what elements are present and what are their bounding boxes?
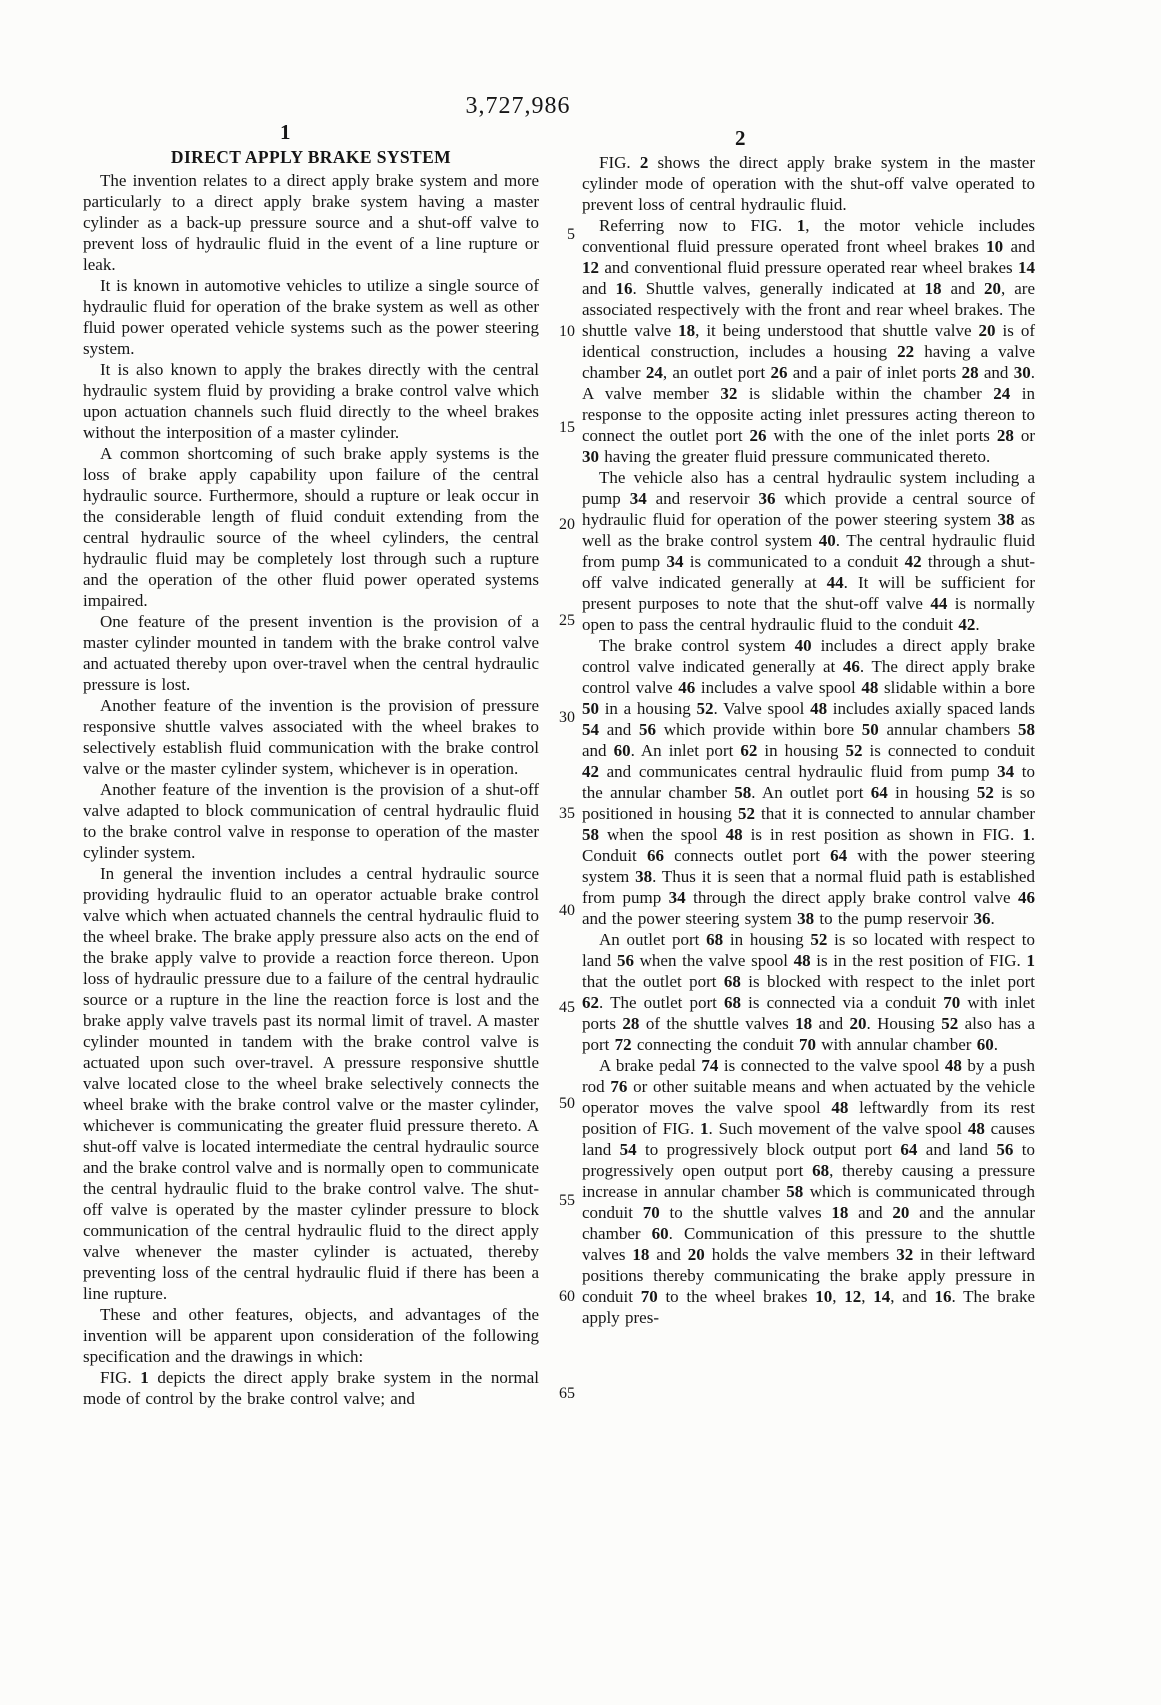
line-number: 20 [559,515,575,533]
line-number: 65 [559,1384,575,1402]
paragraph: The invention relates to a direct apply brake system and more particularly to a direct apply brake system having a master cylinder as a back-up pressure source and a shut-off valve to prevent loss of hydraulic fluid in the event of a line rupture or leak. [83,171,539,274]
line-number: 40 [559,902,575,920]
line-number: 35 [559,805,575,823]
paragraph: The brake control system 40 includes a direct apply brake control valve indicated generally at 46. The direct apply brake control valve 46 includes a valve spool 48 slidable within a bore 50 in a housing 52. Valve spool 48 includes axially spaced lands 54 and 56 which provide within bore 50 annular chambers 58 and 60. An inlet port 62 in housing 52 is connected to conduit 42 and communicates central hydraulic fluid from pump 34 to the annular chamber 58. An outlet port 64 in housing 52 is so positioned in housing 52 that it is connected to annular chamber 58 when the spool 48 is in rest position as shown in FIG. 1. Conduit 66 connects outlet port 64 with the power steering system 38. Thus it is seen that a normal fluid path is established from pump 34 through the direct apply brake control valve 46 and the power steering system 38 to the pump reservoir 36. [582,636,1036,928]
paragraph: An outlet port 68 in housing 52 is so located with respect to land 56 when the valve spool 48 is in the rest position of FIG. 1 that the outlet port 68 is blocked with respect to the inlet port 62. The outlet port 68 is connected via a conduit 70 with inlet ports 28 of the shuttle valves 18 and 20. Housing 52 also has a port 72 connecting the conduit 70 with annular chamber 60. [582,930,1035,1054]
line-number: 50 [559,1095,575,1113]
column-number-right: 2 [735,126,746,150]
left-column [83,147,539,1409]
paragraph: In general the invention includes a central hydraulic source providing hydraulic fluid to an operator actuable brake control valve which when actuated channels the central hydraulic fluid to the wheel brake. The brake apply pressure also acts on the end of the brake apply valve to provide a reaction force thereon. Upon loss of hydraulic pressure due to a failure of the central hydraulic source or a rupture in the line the reaction force is lost and the brake apply valve travels past its normal limit of travel. A master cylinder mounted in tandem with the brake control valve is actuated upon such over-travel. A pressure responsive shuttle valve located close to the wheel brake selectively connects the wheel brake with the brake control valve or the master cylinder, whichever is communicating the greater fluid pressure thereto. A shut-off valve is located intermediate the central hydraulic source and the brake control valve and is normally open to communicate the central hydraulic fluid to the brake control valve. The shut-off valve is operated by the master cylinder pressure to block communication of the central hydraulic fluid to the direct apply valve whenever the master cylinder is actuated, thereby preventing loss of the central hydraulic fluid if there has been a line rupture. [83,864,539,1303]
line-number: 45 [559,998,575,1016]
patent-number: 3,727,986 [465,93,571,119]
line-number: 30 [559,708,575,726]
right-column [582,152,1035,1328]
line-number-gutter [541,225,575,1403]
paragraph: The vehicle also has a central hydraulic system including a pump 34 and reservoir 36 which provide a central source of hydraulic fluid for operation of the power steering system 38 as well as the brake control system 40. The central hydraulic fluid from pump 34 is communicated to a conduit 42 through a shut-off valve indicated generally at 44. It will be sufficient for present purposes to note that the shut-off valve 44 is normally open to pass the central hydraulic fluid to the conduit 42. [582,468,1036,634]
paragraph: FIG. 2 shows the direct apply brake system in the master cylinder mode of operation with the shut-off valve operated to prevent loss of central hydraulic fluid. [582,153,1035,214]
paragraph: One feature of the present invention is the provision of a master cylinder mounted in tandem with the brake control valve and actuated thereby upon over-travel when the central hydraulic pressure is lost. [83,612,539,694]
paragraph: It is also known to apply the brakes directly with the central hydraulic system fluid by providing a brake control valve which upon actuation channels such fluid directly to the wheel brakes without the interposition of a master cylinder. [83,360,539,442]
paragraph: FIG. 1 depicts the direct apply brake system in the normal mode of control by the brake control valve; and [83,1368,539,1408]
line-number: 25 [559,612,575,630]
line-number: 55 [559,1191,575,1209]
line-number: 60 [559,1288,575,1306]
paragraph: Referring now to FIG. 1, the motor vehicle includes conventional fluid pressure operated front wheel brakes 10 and 12 and conventional fluid pressure operated rear wheel brakes 14 and 16. Shuttle valves, generally indicated at 18 and 20, are associated respectively with the front and rear wheel brakes. The shuttle valve 18, it being understood that shuttle valve 20 is of identical construction, includes a housing 22 having a valve chamber 24, an outlet port 26 and a pair of inlet ports 28 and 30. A valve member 32 is slidable within the chamber 24 in response to the opposite acting inlet pressures acting thereon to connect the outlet port 26 with the one of the inlet ports 28 or 30 having the greater fluid pressure communicated thereto. [582,216,1035,466]
left-column-text [83,170,539,1409]
column-number-left: 1 [280,120,291,144]
paragraph: A common shortcoming of such brake apply systems is the loss of brake apply capability upon failure of the central hydraulic source. Furthermore, should a rupture or leak occur in the considerable length of fluid conduit extending from the central hydraulic source of the wheel cylinders, the central hydraulic fluid may be completely lost through such a rupture and the operation of the other fluid power operated systems impaired. [83,444,539,610]
paragraph: A brake pedal 74 is connected to the valve spool 48 by a push rod 76 or other suitable means and when actuated by the vehicle operator moves the valve spool 48 leftwardly from its rest position of FIG. 1. Such movement of the valve spool 48 causes land 54 to progressively block output port 64 and land 56 to progressively open output port 68, thereby causing a pressure increase in annular chamber 58 which is communicated through conduit 70 to the shuttle valves 18 and 20 and the annular chamber 60. Communication of this pressure to the shuttle valves 18 and 20 holds the valve members 32 in their leftward positions thereby communicating the brake apply pressure in conduit 70 to the wheel brakes 10, 12, 14, and 16. The brake apply pres- [582,1056,1036,1327]
invention-title: DIRECT APPLY BRAKE SYSTEM [170,147,452,167]
line-number: 10 [559,322,575,340]
line-number: 15 [559,419,575,437]
paragraph: Another feature of the invention is the provision of a shut-off valve adapted to block communication of central hydraulic fluid to the brake control valve in response to operation of the master cylinder system. [83,780,539,862]
paragraph: Another feature of the invention is the provision of pressure responsive shuttle valves associated with the wheel brakes to selectively establish fluid communication with the brake control valve or the master cylinder system, whichever is in operation. [83,696,539,778]
paragraph: It is known in automotive vehicles to utilize a single source of hydraulic fluid for operation of the brake system as well as other fluid power operated vehicle systems such as the power steering system. [83,276,539,358]
line-number: 5 [567,226,575,243]
right-column-text [582,152,1035,1328]
paragraph: These and other features, objects, and advantages of the invention will be apparent upon consideration of the following specification and the drawings in which: [83,1305,539,1366]
